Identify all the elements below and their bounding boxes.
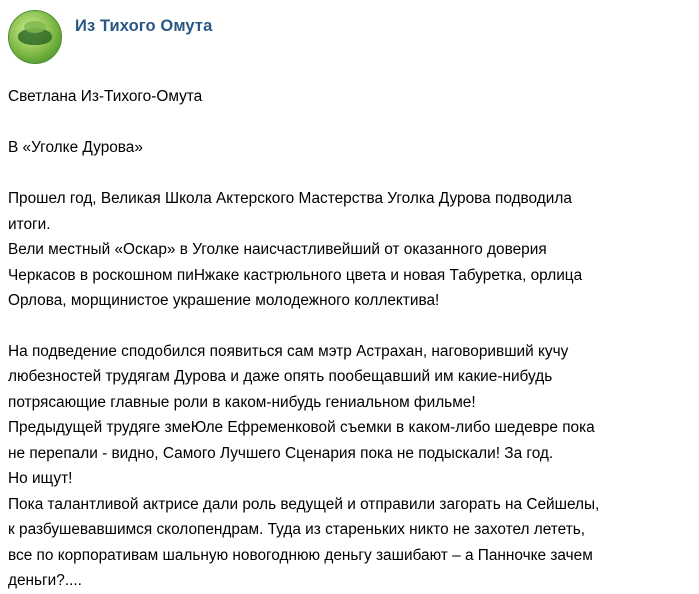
post-line: Предыдущей трудяге змеЮле Ефременковой съемки в каком-либо шедевре пока <box>8 419 595 436</box>
post-line: Пока талантливой актрисе дали роль ведущей и отправили загорать на Сейшелы, <box>8 495 600 513</box>
post-line: Черкасов в роскошном пиНжаке кастрюльного цвета и новая Табуретка, орлица <box>8 266 583 284</box>
post-line: Но ищут! <box>8 470 73 487</box>
post-header <box>0 0 699 62</box>
post-line: потрясающие главные роли в каком-нибудь гениальном фильме! <box>8 393 476 411</box>
post-line: все по корпоративам шальную новогоднюю деньгу зашибают – а Панночке зачем <box>8 546 593 564</box>
post-line: Орлова, морщинистое украшение молодежного коллектива! <box>8 292 440 309</box>
post-line: деньги?.... <box>8 572 82 589</box>
post-line: к разбушевавшимся сколопендрам. Туда из стареньких никто не захотел лететь, <box>8 521 586 538</box>
post-line: не перепали - видно, Самого Лучшего Сценария пока не подыскали! За год. <box>8 444 554 462</box>
post-line: любезностей трудягам Дурова и даже опять пообещавший им какие-нибудь <box>8 368 553 385</box>
post-line: Вели местный «Оскар» в Уголке наисчастливейший от оказанного доверия <box>8 241 547 258</box>
post-paragraph-2 <box>8 339 685 594</box>
avatar[interactable] <box>8 10 62 64</box>
post-line: На подведение сподобился появиться сам мэтр Астрахан, наговоривший кучу <box>8 342 569 360</box>
post-line: Прошел год, Великая Школа Актерского Мастерства Уголка Дурова подводила <box>8 190 572 207</box>
blog-title[interactable]: Из Тихого Омута <box>75 17 213 35</box>
post-content <box>0 84 699 594</box>
post-subject: В «Уголке Дурова» <box>8 138 143 156</box>
post-line: итоги. <box>8 215 51 233</box>
post-author: Светлана Из-Тихого-Омута <box>8 88 203 105</box>
post-paragraph-1 <box>8 186 685 314</box>
